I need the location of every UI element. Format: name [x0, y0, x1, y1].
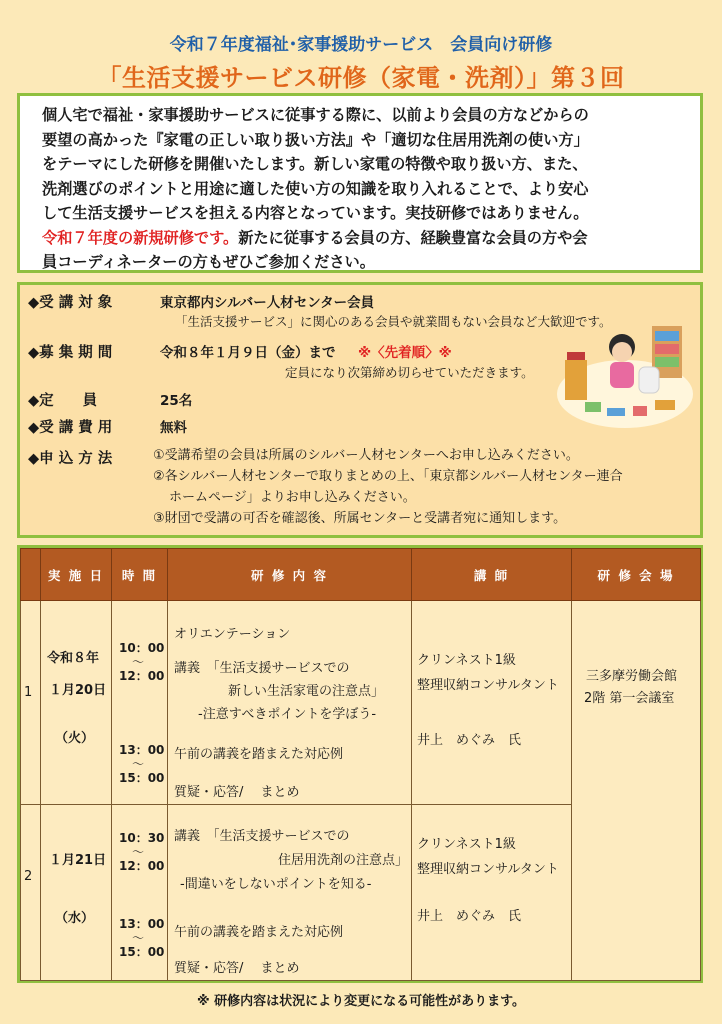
lecturer-line: 整理収納コンサルタント — [417, 862, 559, 877]
lecturer-name: 井上 めぐみ 氏 — [417, 733, 522, 748]
time-end: 12：00 — [119, 859, 165, 873]
content-line: 住居用洗剤の注意点」 — [278, 853, 409, 868]
row-number-cell — [21, 805, 41, 981]
intro-line: 要望の高かった『家電の正しい取り扱い方法』や「適切な住居用洗剤の使い方」 — [42, 130, 589, 149]
time-tilde: ～ — [132, 655, 145, 669]
column-header — [21, 549, 41, 601]
intro-text: 新たに従事する会員の方、経験豊富な会員の方や会 — [238, 228, 588, 247]
time-start: 13：00 — [119, 743, 165, 757]
date-line: １月21日 — [49, 853, 107, 868]
content-line: 質疑・応答/ まとめ — [174, 785, 300, 800]
time-tilde: ～ — [132, 931, 145, 945]
content-line: 午前の講義を踏まえた対応例 — [174, 925, 344, 940]
intro-line — [42, 226, 680, 251]
day-of-week: （水） — [55, 911, 95, 926]
date-cell — [41, 805, 112, 981]
date-cell — [41, 601, 112, 805]
intro-line: をテーマにした研修を開催いたします。新しい家電の特徴や取り扱い方、また、 — [42, 155, 588, 173]
capacity-label: ◆定 員 — [28, 393, 98, 409]
time-cell — [112, 805, 168, 981]
date-line: １月20日 — [49, 683, 107, 698]
time-end: 12：00 — [119, 669, 165, 683]
column-header: 研 修 内 容 — [168, 549, 412, 601]
row-number: 1 — [24, 685, 33, 700]
intro-line: して生活支援サービスを担える内容となっています。実技研修ではありません。 — [42, 204, 589, 222]
lecturer-cell — [412, 805, 572, 981]
target-value: 東京都内シルバー人材センター会員 — [160, 295, 375, 311]
time-end: 15：00 — [119, 771, 165, 785]
time-cell — [112, 601, 168, 805]
lecturer-line: 整理収納コンサルタント — [417, 678, 559, 693]
method-steps — [153, 445, 623, 529]
intro-line: 洗剤選びのポイントと用途に適した使い方の知識を取り入れることで、より安心 — [42, 179, 589, 198]
period-value: 令和８年１月９日（金）まで — [160, 345, 336, 361]
content-line: オリエンテーション — [174, 627, 291, 642]
page-title: 「生活支援サービス研修（家電・洗剤）」第３回 — [97, 64, 625, 92]
first-come-notice: ※〈先着順〉※ — [358, 345, 452, 361]
method-step-1: ①受講希望の会員は所属のシルバー人材センターへお申し込みください。 — [153, 448, 579, 463]
content-cell — [168, 601, 412, 805]
date-line: 令和８年 — [47, 651, 100, 666]
footer-note: ※ 研修内容は状況により変更になる可能性があります。 — [196, 994, 526, 1009]
venue-cell — [572, 601, 701, 981]
content-line: -間違いをしないポイントを知る- — [180, 877, 372, 892]
venue-line: 三多摩労働会館 — [586, 669, 678, 684]
row-number: 2 — [24, 869, 33, 884]
time-start: 13：00 — [119, 917, 165, 931]
intro-line: 員コーディネーターの方もぜひご参加ください。 — [42, 253, 375, 271]
page-subtitle: 令和７年度福祉･家事援助サービス 会員向け研修 — [169, 35, 553, 55]
method-step-3: ③財団で受講の可否を確認後、所属センターと受講者宛に通知します。 — [153, 511, 567, 526]
content-line: -注意すべきポイントを学ぼう- — [198, 707, 377, 722]
intro-line: 個人宅で福祉・家事援助サービスに従事する際に、以前より会員の方などからの — [42, 106, 589, 124]
lecturer-line: クリンネスト1級 — [417, 837, 516, 852]
method-step-2: ②各シルバー人材センターで取りまとめの上、「東京都シルバー人材センター連合 — [153, 469, 623, 484]
time-tilde: ～ — [132, 757, 145, 771]
column-header: 研 修 会 場 — [572, 549, 701, 601]
column-header: 実 施 日 — [41, 549, 112, 601]
target-note: 「生活支援サービス」に関心のある会員や就業間もない会員など大歓迎です。 — [175, 314, 612, 329]
target-label: ◆受 講 対 象 — [28, 295, 113, 311]
content-line: 午前の講義を踏まえた対応例 — [174, 747, 344, 762]
cleaning-illustration — [555, 322, 695, 432]
schedule-table — [20, 548, 701, 981]
fee-value: 無料 — [160, 420, 187, 436]
period-note: 定員になり次第締め切らせていただきます。 — [285, 365, 534, 380]
column-header: 時 間 — [112, 549, 168, 601]
row-number-cell — [21, 601, 41, 805]
new-course-notice: 令和７年度の新規研修です。 — [42, 228, 239, 247]
content-line: 講義 「生活支援サービスでの — [174, 829, 350, 844]
table-row — [21, 601, 701, 805]
fee-label: ◆受 講 費 用 — [28, 420, 113, 436]
lecturer-cell — [412, 601, 572, 805]
content-line: 講義 「生活支援サービスでの — [174, 661, 350, 676]
lecturer-name: 井上 めぐみ 氏 — [417, 909, 522, 924]
capacity-value: 25名 — [160, 393, 193, 409]
method-step-2-cont: ホームページ」よりお申し込みください。 — [169, 490, 416, 505]
info-box — [17, 282, 703, 538]
column-header: 講 師 — [412, 549, 572, 601]
intro-box — [17, 93, 703, 273]
schedule-box — [17, 545, 703, 983]
content-line: 質疑・応答/ まとめ — [174, 961, 300, 976]
day-of-week: （火） — [55, 731, 95, 746]
venue-line: 2階 第一会議室 — [584, 691, 675, 706]
table-header-row — [21, 549, 701, 601]
method-label: ◆申 込 方 法 — [28, 451, 113, 467]
time-start: 10：00 — [119, 641, 165, 655]
time-start: 10：30 — [119, 831, 165, 845]
time-end: 15：00 — [119, 945, 165, 959]
content-line: 新しい生活家電の注意点」 — [228, 684, 385, 699]
time-tilde: ～ — [132, 845, 145, 859]
period-label: ◆募 集 期 間 — [28, 345, 113, 361]
lecturer-line: クリンネスト1級 — [417, 653, 516, 668]
content-cell — [168, 805, 412, 981]
